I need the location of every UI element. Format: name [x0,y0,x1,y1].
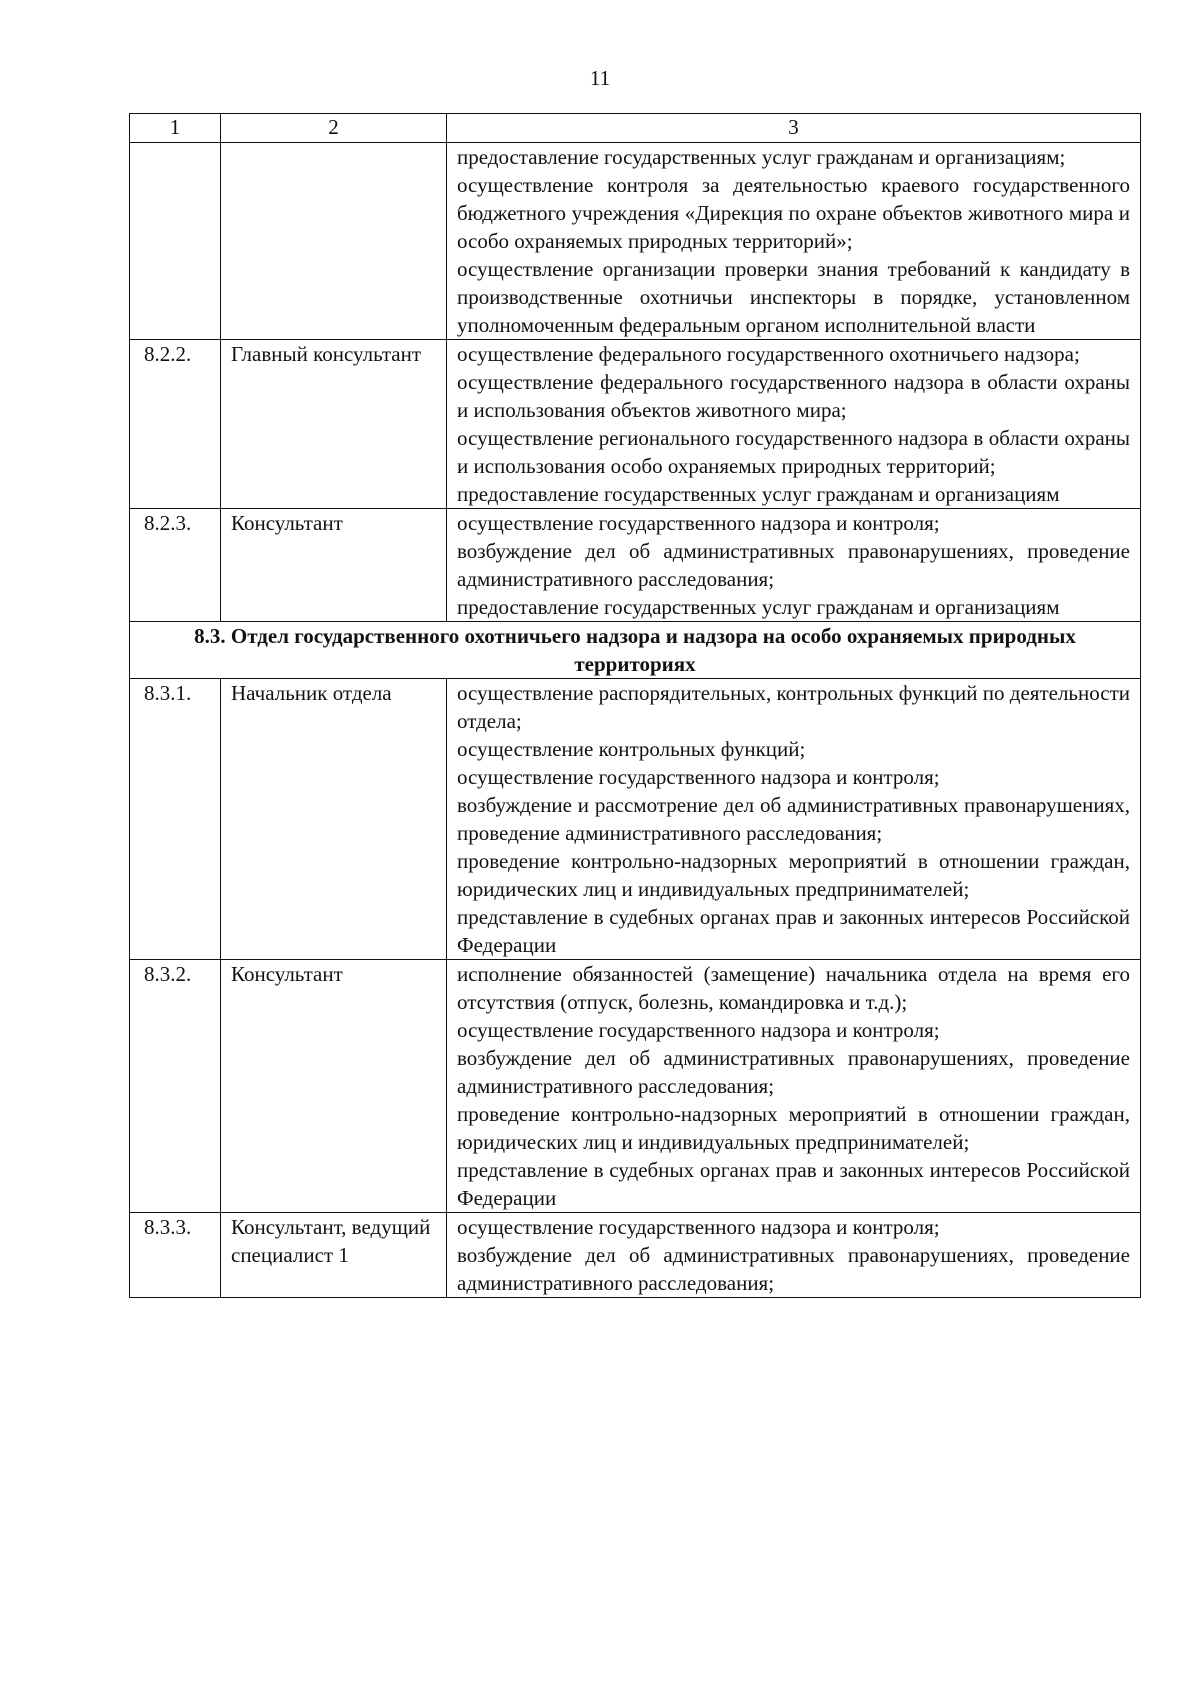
duty-item: возбуждение дел об административных правонарушениях, проведение административного расследования; [457,1243,1130,1295]
duty-item: осуществление федерального государственного охотничьего надзора; [457,342,1080,366]
duty-item: представление в судебных органах прав и законных интересов Российской Федерации [457,1158,1130,1210]
position-title [221,143,447,340]
duty-item: осуществление государственного надзора и контроля; [457,511,940,535]
duty-item: осуществление контрольных функций; [457,737,806,761]
row-number: 8.3.3. [130,1213,221,1298]
header-col-1: 1 [130,114,221,143]
duties-cell [447,509,1141,622]
row-number: 8.2.3. [130,509,221,622]
table-row [130,960,1141,1213]
position-title: Консультант [221,960,447,1213]
duties-cell [447,1213,1141,1298]
duty-item: возбуждение дел об административных правонарушениях, проведение административного расследования; [457,539,1130,591]
duty-item: осуществление распорядительных, контрольных функций по деятельности отдела; [457,681,1130,733]
duty-item: осуществление контроля за деятельностью краевого государственного бюджетного учреждения «Дирекция по охране объектов животного мира и особо охраняемых природных территорий»; [457,173,1130,253]
duty-item: предоставление государственных услуг гражданам и организациям; [457,145,1066,169]
row-number: 8.2.2. [130,340,221,509]
table-row [130,1213,1141,1298]
table-row [130,509,1141,622]
duty-item: предоставление государственных услуг гражданам и организациям [457,482,1060,506]
duty-item: осуществление государственного надзора и контроля; [457,1215,940,1239]
section-heading-row [130,622,1141,679]
duty-item: проведение контрольно-надзорных мероприятий в отношении граждан, юридических лиц и индивидуальных предпринимателей; [457,1102,1130,1154]
duties-cell [447,340,1141,509]
table-row [130,143,1141,340]
duty-item: осуществление государственного надзора и контроля; [457,1018,940,1042]
position-title: Главный консультант [221,340,447,509]
duty-item: осуществление государственного надзора и контроля; [457,765,940,789]
duty-item: проведение контрольно-надзорных мероприятий в отношении граждан, юридических лиц и индивидуальных предпринимателей; [457,849,1130,901]
position-title: Консультант, ведущий специалист 1 [221,1213,447,1298]
duty-item: возбуждение и рассмотрение дел об административных правонарушениях, проведение административного расследования; [457,793,1130,845]
duties-cell [447,143,1141,340]
table-row [130,679,1141,960]
row-number: 8.3.1. [130,679,221,960]
duty-item: осуществление федерального государственного надзора в области охраны и использования объектов животного мира; [457,370,1130,422]
duty-item: представление в судебных органах прав и законных интересов Российской Федерации [457,905,1130,957]
header-col-2: 2 [221,114,447,143]
position-title: Консультант [221,509,447,622]
page-number: 11 [589,66,611,90]
position-title: Начальник отдела [221,679,447,960]
table-header-row [130,114,1141,143]
duty-item: осуществление регионального государственного надзора в области охраны и использования особо охраняемых природных территорий; [457,426,1130,478]
duties-cell [447,960,1141,1213]
duty-item: предоставление государственных услуг гражданам и организациям [457,595,1060,619]
section-title: 8.3. Отдел государственного охотничьего надзора и надзора на особо охраняемых природных территориях [130,622,1141,679]
row-number [130,143,221,340]
table-row [130,340,1141,509]
duty-item: исполнение обязанностей (замещение) начальника отдела на время его отсутствия (отпуск, болезнь, командировка и т.д.); [457,962,1130,1014]
duty-item: осуществление организации проверки знания требований к кандидату в производственные охотничьи инспекторы в порядке, установленном уполномоченным федеральным органом исполнительной власти [457,257,1130,337]
duty-item: возбуждение дел об административных правонарушениях, проведение административного расследования; [457,1046,1130,1098]
duties-cell [447,679,1141,960]
header-col-3: 3 [447,114,1141,143]
row-number: 8.3.2. [130,960,221,1213]
duties-table [129,113,1141,1298]
